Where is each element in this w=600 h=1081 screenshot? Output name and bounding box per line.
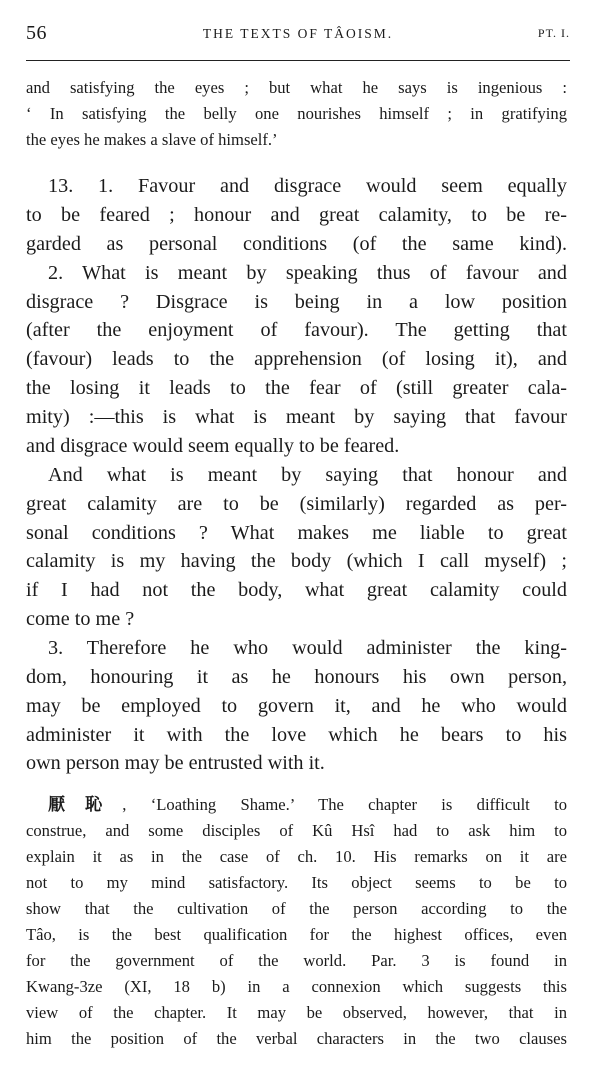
note-line: explain it as in the case of ch. 10. His remarks on it are <box>26 847 567 866</box>
note-line: view of the chapter. It may be observed, however, that in <box>26 1003 567 1022</box>
page-number: 56 <box>26 22 47 44</box>
chapter-line: disgrace ? Disgrace is being in a low position <box>26 291 567 313</box>
intro-line: the eyes he makes a slave of himself.’ <box>26 130 278 149</box>
note-first-line <box>48 797 567 814</box>
chapter-line: dom, honouring it as he honours his own person, <box>26 666 567 688</box>
chapter-line: and disgrace would seem equally to be feared. <box>26 435 400 457</box>
chapter-line: 2. What is meant by speaking thus of favour and <box>48 262 567 284</box>
chapter-line: come to me ? <box>26 608 135 630</box>
chapter-line: calamity is my having the body (which I call myself) ; <box>26 550 567 572</box>
chinese-title: 厭恥 <box>48 795 123 815</box>
chapter-line: 3. Therefore he who would administer the king- <box>48 637 567 659</box>
page-header <box>26 22 570 52</box>
chapter-line: the losing it leads to the fear of (still greater cala- <box>26 377 567 399</box>
part-label: PT. I. <box>537 26 570 40</box>
chapter-line: to be feared ; honour and great calamity, to be re- <box>26 204 567 226</box>
note-line: construe, and some disciples of Kû Hsî had to ask him to <box>26 821 567 840</box>
chapter-line: administer it with the love which he bears to his <box>26 724 567 746</box>
header-rule <box>26 60 570 61</box>
chapter-line: (favour) leads to the apprehension (of losing it), and <box>26 348 567 370</box>
note-line: show that the cultivation of the person according to the <box>26 899 567 918</box>
intro-line: and satisfying the eyes ; but what he says is ingenious : <box>26 78 567 97</box>
note-line: Kwang-3ze (XI, 18 b) in a connexion which suggests this <box>26 977 567 996</box>
chapter-line: 13. 1. Favour and disgrace would seem equally <box>48 175 567 197</box>
note-line: Tâo, is the best qualification for the highest offices, even <box>26 925 567 944</box>
note-line: for the government of the world. Par. 3 is found in <box>26 951 567 970</box>
chapter-line: great calamity are to be (similarly) regarded as per- <box>26 493 567 515</box>
note-line: him the position of the verbal characters in the two clauses <box>26 1029 567 1048</box>
chapter-line: own person may be entrusted with it. <box>26 752 325 774</box>
note-first-line-text: , ‘Loathing Shame.’ The chapter is difficult to <box>122 795 567 814</box>
chapter-line: (after the enjoyment of favour). The getting that <box>26 319 567 341</box>
chapter-line: may be employed to govern it, and he who would <box>26 695 567 717</box>
chapter-line: garded as personal conditions (of the same kind). <box>26 233 567 255</box>
chapter-line: mity) :—this is what is meant by saying that favour <box>26 406 567 428</box>
intro-line: ‘ In satisfying the belly one nourishes himself ; in gratifying <box>26 104 567 123</box>
running-title: THE TEXTS OF TÂOISM. <box>202 26 394 41</box>
chapter-line: if I had not the body, what great calamity could <box>26 579 567 601</box>
chapter-line: sonal conditions ? What makes me liable to great <box>26 522 567 544</box>
chapter-line: And what is meant by saying that honour and <box>48 464 567 486</box>
note-line: not to my mind satisfactory. Its object seems to be to <box>26 873 567 892</box>
